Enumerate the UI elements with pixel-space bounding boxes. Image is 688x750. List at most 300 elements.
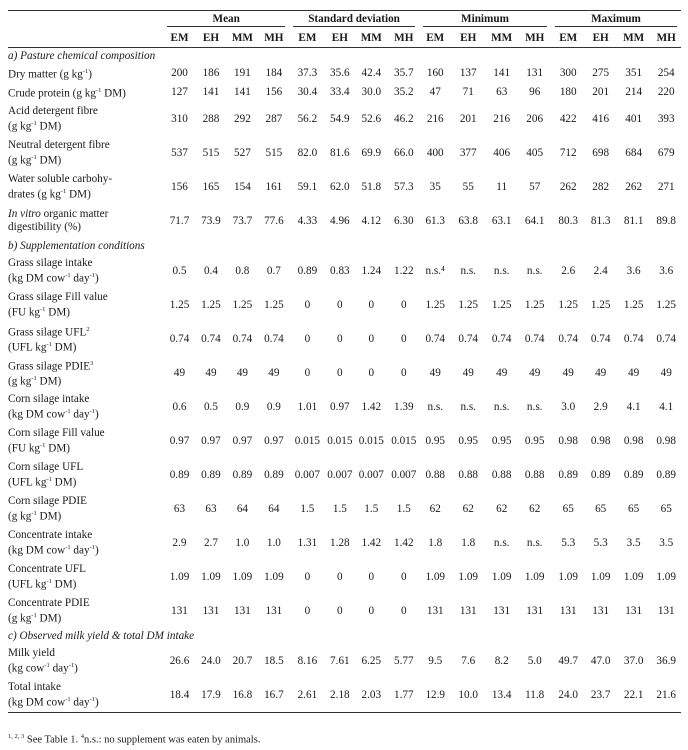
table-cell: n.s. [526,400,543,413]
section-title: a) Pasture chemical composition [8,49,156,62]
table-cell: 49 [496,366,508,379]
table-cell: 73.9 [201,214,221,227]
table-cell: 127 [171,86,188,99]
table-cell: 527 [234,146,251,159]
table-cell: 1.09 [590,570,611,583]
sub-header-mm: MM [226,29,258,48]
row-label [8,390,163,424]
table-cell: 80.3 [558,214,578,227]
table-cell: 0.89 [169,468,190,481]
table-cell: 0.98 [656,434,676,447]
table-cell: 0 [400,332,407,345]
table-cell: 131 [171,604,188,617]
table-cell: 89.8 [656,214,676,227]
group-header-sd: Standard deviation [289,11,419,30]
table-cell: 52.6 [361,112,382,125]
table-cell: 0 [368,570,375,583]
table-row [8,254,681,288]
table-cell: 63.1 [491,214,512,227]
table-cell: 1.39 [393,400,414,413]
table-cell: n.s. [460,400,476,413]
table-cell: 57.3 [393,180,414,193]
table-cell: 515 [265,146,283,159]
table-cell: 0 [337,332,343,345]
sub-header-em: EM [419,29,451,48]
table-cell: 0 [337,570,343,583]
table-cell: 131 [426,604,444,617]
table-cell: n.s. [493,264,510,277]
table-cell: 62 [462,502,474,515]
sub-header-mm: MM [354,29,389,48]
table-cell: 49 [628,366,640,379]
table-cell: 422 [559,112,577,125]
table-cell: 0.015 [391,434,417,447]
sub-header-eh: EH [196,29,226,48]
table-cell: n.s. [427,400,443,413]
table-cell: 0.89 [590,468,611,481]
label-text: ) [94,696,99,709]
footnote-text-2: n.s.: no supplement was eaten by animals. [84,734,261,746]
table-cell: 0 [400,366,407,379]
table-cell: 271 [657,180,675,193]
table-cell: 47.0 [590,654,611,667]
table-cell: 0.74 [201,332,221,345]
table-cell: 206 [526,112,544,125]
footnote-mark-4: 4 [80,733,85,740]
table-row [8,356,681,390]
table-cell: 46.2 [393,112,414,125]
row-label [8,170,163,204]
table-cell: 22.1 [616,678,652,713]
table-cell: 18.4 [163,678,195,713]
row-label [8,102,163,136]
label-superscript: -1 [65,407,71,415]
table-cell: 0.74 [656,332,676,345]
table-cell: 63 [173,502,186,515]
table-cell: 63 [496,86,508,99]
table-cell: 0.95 [491,434,512,447]
sub-header-mm: MM [485,29,518,48]
row-label [8,204,163,238]
table-cell: 0.74 [169,332,190,345]
table-cell: 35 [429,180,441,193]
table-cell: 1.09 [491,570,512,583]
table-cell: 1.09 [656,570,676,583]
row-label [8,678,163,713]
table-cell: 0.89 [623,468,644,481]
sub-header-mm: MM [616,29,652,48]
table-cell: 684 [625,146,643,159]
table-cell: 0.95 [524,434,545,447]
table-cell: 262 [559,180,577,193]
table-cell: 131 [493,604,511,617]
table-cell: 21.6 [651,678,681,713]
table-cell: 0 [337,366,343,379]
data-table [8,10,681,713]
table-cell: 288 [202,112,220,125]
table-cell: 49 [236,366,248,379]
table-row [8,424,681,458]
table-cell: n.s.⁴ [425,264,445,277]
footnote-text-1: See Table 1. [24,734,81,746]
table-row [8,170,681,204]
table-cell: 81.3 [590,214,611,227]
table-cell: 0.97 [169,434,190,447]
table-cell: 275 [592,67,610,80]
table-cell: 6.30 [393,214,414,227]
table-cell: 0 [304,298,311,311]
table-cell: 0.74 [623,332,644,345]
group-header-min: Minimum [419,11,551,30]
table-cell: 18.5 [264,654,284,667]
sub-header-eh: EH [451,29,484,48]
label-text: DM) [51,578,77,591]
table-cell: 0.015 [327,434,353,447]
label-text: Crude protein (g kg [8,87,96,100]
table-cell: 154 [234,180,251,193]
table-cell: 42.4 [361,67,382,80]
group-header-row [8,11,681,30]
table-cell: 3.6 [626,264,641,277]
label-text: DM) [36,612,62,625]
table-cell: n.s. [493,536,510,549]
table-cell: 156 [171,180,188,193]
table-row [8,136,681,170]
sub-header-mh: MH [259,29,289,48]
label-text: Dry matter (g kg [8,68,83,81]
table-cell: 4.96 [330,214,350,227]
label-superscript: 2 [86,325,90,333]
table-cell: 1.25 [264,298,284,311]
table-cell: 1.31 [297,536,318,549]
table-cell: 131 [459,604,477,617]
table-cell: 2.7 [203,536,218,549]
label-text: (g kg [8,154,32,167]
table-cell: 62.0 [330,180,350,193]
table-cell: 49 [595,366,607,379]
table-body [8,48,681,713]
table-cell: n.s. [493,400,510,413]
table-cell: 400 [426,146,444,159]
table-row [8,64,681,83]
table-cell: 1.09 [623,570,644,583]
table-row [8,83,681,102]
table-cell: 0 [304,604,311,617]
table-cell: 0.95 [425,434,446,447]
sub-header-em: EM [163,29,195,48]
table-cell: 200 [171,67,188,80]
row-label [8,254,163,288]
table-cell: 0 [368,366,375,379]
table-cell: 1.24 [361,264,382,277]
label-text: DM) [45,442,70,455]
table-cell: 1.25 [491,298,512,311]
label-text: Corn silage intake [8,393,90,406]
table-cell: 0.74 [524,332,545,345]
table-cell: 71.7 [169,214,190,227]
table-cell: 201 [592,86,610,99]
table-cell: 1.25 [232,298,253,311]
table-cell: 0.89 [297,264,318,277]
table-cell: 1.09 [458,570,478,583]
table-cell: 30.4 [297,86,318,99]
table-cell: 3.6 [659,264,674,277]
table-cell: 24.0 [551,678,586,713]
table-cell: 0.74 [558,332,578,345]
table-cell: 33.4 [330,86,350,99]
row-label [8,458,163,492]
table-cell: 23.7 [585,678,615,713]
label-text: (g kg [8,120,32,133]
table-row [8,594,681,628]
table-cell: 55 [462,180,474,193]
table-cell: 1.09 [201,570,221,583]
label-superscript: -1 [40,305,46,313]
table-cell: 0.98 [623,434,644,447]
table-cell: 405 [526,146,544,159]
table-cell: 37.3 [297,67,318,80]
table-cell: 54.9 [330,112,350,125]
label-text: Grass silage intake [8,257,93,270]
row-label [8,644,163,678]
table-cell: 0.8 [235,264,250,277]
table-cell: 16.8 [226,678,258,713]
table-cell: 35.6 [330,67,350,80]
label-text: (kg DM cow [8,272,66,285]
table-cell: 1.5 [396,502,411,515]
label-text: Corn silage UFL [8,461,84,474]
table-row [8,458,681,492]
table-cell: 9.5 [428,654,443,667]
label-superscript: -1 [46,475,52,483]
table-cell: n.s. [526,264,543,277]
table-cell: 1.09 [425,570,446,583]
table-cell: 0.7 [266,264,281,277]
label-text: Total intake [8,681,61,694]
label-text: (FU kg [8,306,41,319]
stub-header [8,11,163,30]
label-superscript: -1 [89,695,95,703]
table-cell: 1.09 [169,570,190,583]
table-cell: 49 [429,366,441,379]
label-text: DM) [101,87,126,100]
table-cell: 56.2 [297,112,318,125]
table-cell: 4.1 [659,400,674,413]
row-label [8,136,163,170]
table-cell: 30.0 [361,86,382,99]
table-cell: 63 [205,502,217,515]
table-cell: 1.0 [235,536,250,549]
table-cell: 1.09 [264,570,284,583]
table-cell: 0 [304,366,311,379]
table-cell: 1.5 [332,502,347,515]
table-cell: 131 [234,604,251,617]
section-title: c) Observed milk yield & total DM intake [8,629,195,642]
label-superscript: -1 [65,543,71,551]
table-cell: 1.01 [297,400,318,413]
table-cell: 0.4 [203,264,218,277]
table-cell: 71 [462,86,474,99]
label-text: DM) [36,510,62,523]
table-cell: 1.42 [361,400,382,413]
label-text: DM) [36,375,62,388]
label-text: DM) [66,188,91,201]
row-label [8,560,163,594]
sub-header-em: EM [289,29,326,48]
table-cell: 61.3 [425,214,446,227]
label-text: DM) [36,154,62,167]
label-text: ) [94,272,99,285]
table-cell: 65 [628,502,640,515]
table-cell: 156 [265,86,283,99]
sub-header-eh: EH [585,29,615,48]
table-cell: 1.09 [232,570,253,583]
table-cell: 77.6 [264,214,284,227]
table-cell: 0 [304,570,311,583]
table-cell: 0.97 [201,434,221,447]
table-cell: 141 [493,67,511,80]
table-cell: 0.89 [264,468,284,481]
label-text: Grass silage UFL [8,326,87,339]
label-superscript: -1 [65,271,71,279]
table-cell: 1.42 [393,536,414,549]
table-cell: 57 [529,180,541,193]
label-text: (g kg [8,375,32,388]
table-cell: 64 [236,502,248,515]
sub-header-mh: MH [518,29,551,48]
table-cell: 5.3 [561,536,576,549]
label-text: Acid detergent fibre [8,105,98,118]
table-cell: 1.25 [590,298,611,311]
table-cell: 515 [202,146,220,159]
table-cell: 81.6 [330,146,350,159]
table-cell: 0.98 [558,434,578,447]
table-cell: 0 [368,604,375,617]
table-row [8,526,681,560]
label-text: day [70,544,90,557]
table-cell: 377 [459,146,477,159]
table-cell: 0.83 [330,264,350,277]
table-row [8,644,681,678]
table-cell: 201 [459,112,477,125]
table-cell: 1.42 [361,536,382,549]
table-cell: 1.22 [393,264,414,277]
table-cell: 0.89 [558,468,578,481]
table-cell: 254 [657,67,675,80]
table-cell: 137 [459,67,477,80]
label-text: ) [94,544,99,557]
table-cell: 35.2 [393,86,414,99]
table-cell: 0.97 [330,400,350,413]
table-cell: 7.61 [330,654,350,667]
label-superscript: -1 [46,577,52,585]
label-text: (g kg [8,510,32,523]
table-cell: 2.4 [593,264,608,277]
table-cell: 5.0 [527,654,542,667]
table-cell: 62 [429,502,441,515]
table-cell: 1.8 [461,536,476,549]
table-cell: 0.015 [294,434,320,447]
label-text: day [49,662,69,675]
table-cell: 49 [660,366,672,379]
table-cell: 180 [559,86,577,99]
table-cell: 49 [268,366,280,379]
table-cell: 65 [595,502,607,515]
table-cell: 8.2 [494,654,509,667]
table-cell: 287 [265,112,283,125]
sub-header-em: EM [551,29,586,48]
table-cell: 351 [625,67,643,80]
table-cell: 63.8 [458,214,478,227]
row-label [8,526,163,560]
row-label [8,424,163,458]
table-row [8,322,681,356]
table-cell: 82.0 [297,146,318,159]
table-cell: 1.25 [169,298,190,311]
table-cell: 37.0 [623,654,644,667]
label-text: (UFL kg [8,476,47,489]
label-superscript: -1 [89,543,95,551]
table-cell: 0.88 [491,468,512,481]
table-cell: 0.97 [264,434,284,447]
table-cell: 7.6 [461,654,476,667]
table-cell: 24.0 [201,654,221,667]
table-cell: 131 [592,604,610,617]
table-cell: 11 [496,180,508,193]
table-cell: 0 [400,570,407,583]
table-cell: 262 [625,180,643,193]
stub-subheader [8,29,163,48]
table-cell: 310 [171,112,188,125]
table-cell: 0.88 [425,468,446,481]
table-cell: 0.74 [232,332,253,345]
table-cell: 49 [205,366,217,379]
table-cell: 131 [559,604,577,617]
table-cell: 141 [234,86,251,99]
label-text: organic matter [40,208,109,221]
label-text: (FU kg [8,442,41,455]
table-cell: 17.9 [196,678,226,713]
table-cell: 49 [462,366,474,379]
table-cell: 0.9 [266,400,281,413]
table-cell: 66.0 [393,146,414,159]
label-superscript: -1 [40,441,46,449]
table-cell: 161 [265,180,283,193]
label-superscript: -1 [31,375,37,382]
section-header-row [8,48,681,65]
label-text: ) [88,68,93,81]
table-cell: 1.09 [558,570,578,583]
table-cell: 0.007 [358,468,384,481]
table-cell: 35.7 [393,67,414,80]
table-cell: 1.09 [524,570,545,583]
table-cell: 64 [268,502,280,515]
table-cell: 13.4 [485,678,518,713]
label-text: day [70,408,90,421]
table-cell: 20.7 [232,654,253,667]
table-cell: 131 [202,604,220,617]
table-cell: 2.61 [289,678,326,713]
row-label [8,594,163,628]
label-superscript: -1 [44,661,50,669]
table-cell: 2.18 [326,678,354,713]
table-cell: 401 [625,112,643,125]
table-cell: 1.28 [330,536,350,549]
table-cell: 191 [234,67,251,80]
row-label [8,64,163,83]
table-cell: n.s. [526,536,543,549]
table-cell: 184 [265,67,283,80]
